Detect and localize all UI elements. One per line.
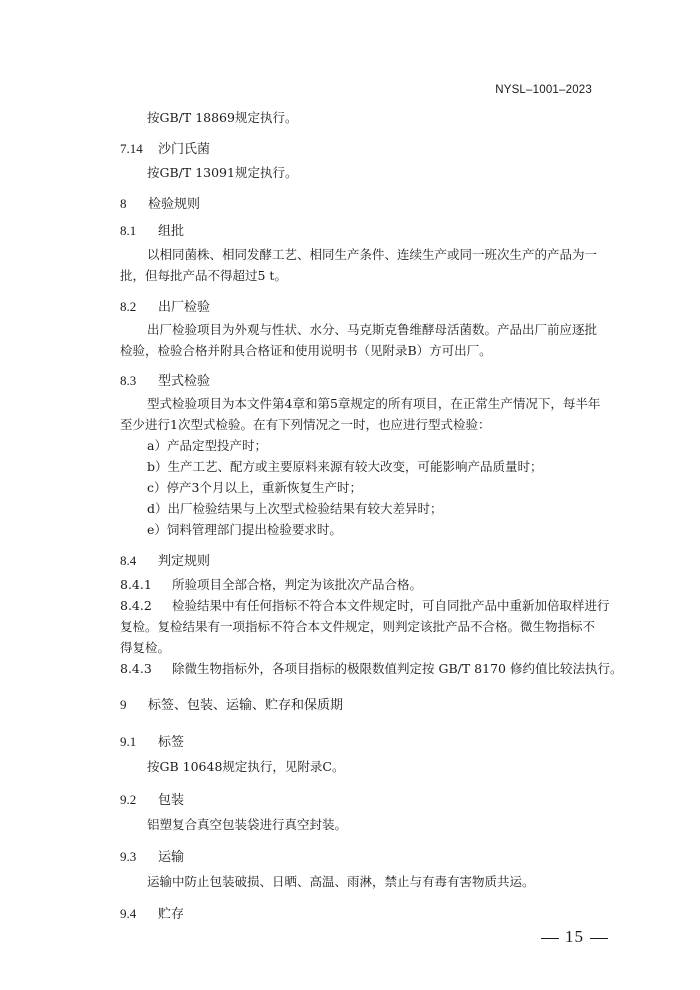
list-item: e）饲料管理部门提出检验要求时。 xyxy=(147,522,342,537)
section-heading-9 xyxy=(120,694,343,713)
section-number: 9.3 xyxy=(120,849,137,864)
list-item: c）停产3个月以上，重新恢复生产时； xyxy=(147,480,362,495)
section-heading-8-2 xyxy=(120,296,210,315)
clause-text: 除微生物指标外，各项目指标的极限数值判定按 GB/T 8170 修约值比较法执行。 xyxy=(172,661,623,676)
paragraph: 按GB/T 13091规定执行。 xyxy=(147,165,298,180)
document-code: NYSL–1001–2023 xyxy=(495,84,592,96)
paragraph: 型式检验项目为本文件第4章和第5章规定的所有项目，在正常生产情况下，每半年 xyxy=(147,396,601,411)
page-number xyxy=(535,927,614,947)
clause-number: 8.4.3 xyxy=(120,661,152,676)
list-item: b）生产工艺、配方或主要原料来源有较大改变，可能影响产品质量时； xyxy=(147,459,543,474)
section-title: 出厂检验 xyxy=(158,300,211,315)
paragraph-continued: 复检。复检结果有一项指标不符合本文件规定，则判定该批产品不合格。微生物指标不 xyxy=(120,619,596,634)
section-title: 检验规则 xyxy=(148,197,201,212)
section-title: 型式检验 xyxy=(158,374,211,389)
section-heading-9-3 xyxy=(120,846,184,865)
clause-8-4-3 xyxy=(120,659,622,677)
section-heading-9-2 xyxy=(120,789,184,808)
paragraph-continued: 至少进行1次型式检验。在有下列情况之一时，也应进行型式检验： xyxy=(120,417,491,432)
section-number: 8 xyxy=(120,196,127,211)
section-heading-9-4 xyxy=(120,903,184,922)
page-number-value: 15 xyxy=(565,927,584,946)
section-title: 贮存 xyxy=(158,907,185,922)
paragraph: 铝塑复合真空包装袋进行真空封装。 xyxy=(147,817,348,832)
clause-8-4-2 xyxy=(120,596,610,614)
paragraph: 按GB 10648规定执行，见附录C。 xyxy=(147,759,345,774)
section-heading-8-3 xyxy=(120,370,210,389)
paragraph-continued: 检验，检验合格并附具合格证和使用说明书（见附录B）方可出厂。 xyxy=(120,343,492,358)
section-number: 8.3 xyxy=(120,373,137,388)
paragraph-continued: 得复检。 xyxy=(120,640,171,655)
section-number: 9.1 xyxy=(120,734,137,749)
section-number: 8.1 xyxy=(120,223,137,238)
clause-8-4-1 xyxy=(120,575,422,593)
paragraph-continued: 批，但每批产品不得超过5 t。 xyxy=(120,268,287,283)
paragraph: 出厂检验项目为外观与性状、水分、马克斯克鲁维酵母活菌数。产品出厂前应逐批 xyxy=(147,322,598,337)
section-number: 9 xyxy=(120,697,127,712)
section-number: 7.14 xyxy=(120,141,143,156)
section-title: 包装 xyxy=(158,793,185,808)
paragraph: 按GB/T 18869规定执行。 xyxy=(147,110,298,125)
section-title: 标签 xyxy=(158,735,185,750)
paragraph: 运输中防止包装破损、日晒、高温、雨淋，禁止与有毒有害物质共运。 xyxy=(147,874,535,889)
section-heading-7-14 xyxy=(120,138,210,157)
clause-text: 检验结果中有任何指标不符合本文件规定时，可自同批产品中重新加倍取样进行 xyxy=(172,598,610,613)
clause-number: 8.4.2 xyxy=(120,598,152,613)
clause-text: 所验项目全部合格，判定为该批次产品合格。 xyxy=(172,577,423,592)
section-heading-9-1 xyxy=(120,731,184,750)
section-title: 判定规则 xyxy=(158,554,211,569)
list-item: d）出厂检验结果与上次型式检验结果有较大差异时； xyxy=(147,501,443,516)
section-title: 运输 xyxy=(158,850,185,865)
section-title: 组批 xyxy=(158,224,185,239)
section-title: 标签、包装、运输、贮存和保质期 xyxy=(148,698,344,713)
dash-right xyxy=(590,938,608,939)
section-title: 沙门氏菌 xyxy=(158,142,211,157)
paragraph: 以相同菌株、相同发酵工艺、相同生产条件、连续生产或同一班次生产的产品为一 xyxy=(147,247,598,262)
section-number: 8.2 xyxy=(120,299,137,314)
section-number: 8.4 xyxy=(120,553,137,568)
list-item: a）产品定型投产时； xyxy=(147,438,267,453)
section-heading-8-4 xyxy=(120,550,210,569)
section-heading-8 xyxy=(120,193,200,212)
clause-number: 8.4.1 xyxy=(120,577,152,592)
dash-left xyxy=(541,938,559,939)
section-number: 9.2 xyxy=(120,792,137,807)
section-heading-8-1 xyxy=(120,220,184,239)
section-number: 9.4 xyxy=(120,906,137,921)
